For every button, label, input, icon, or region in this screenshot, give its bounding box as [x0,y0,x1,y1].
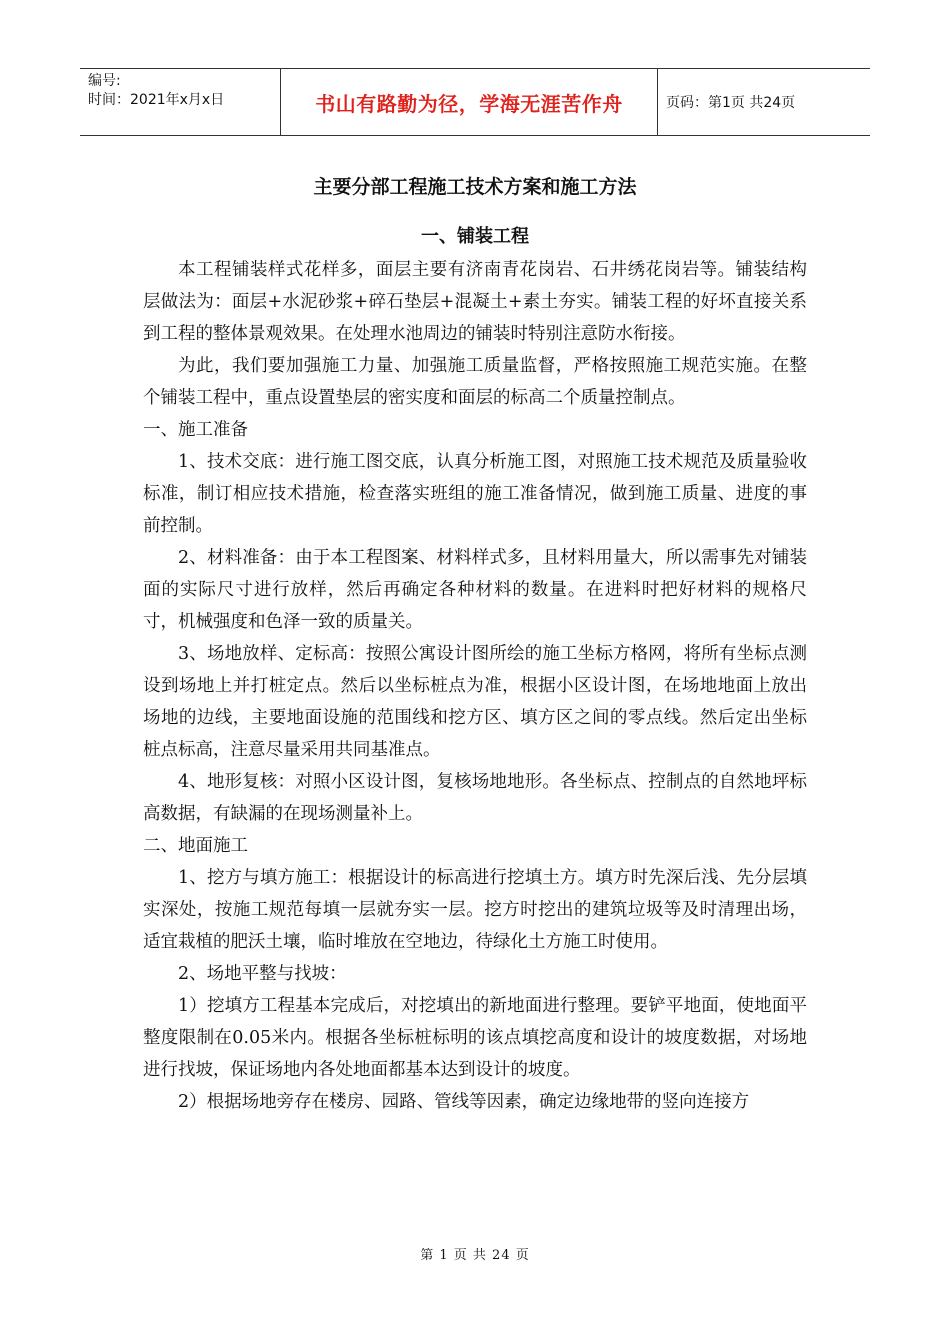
paragraph: 2、材料准备：由于本工程图案、材料样式多，且材料用量大，所以需事先对铺装面的实际尺寸进行放样，然后再确定各种材料的数量。在进料时把好材料的规格尺寸，机械强度和色泽一致的质量关。 [143,548,807,632]
subsection-heading: 二、地面施工 [143,836,248,856]
document-title: 主要分部工程施工技术方案和施工方法 [313,176,637,198]
section-title: 一、铺装工程 [421,226,529,247]
header-table [80,68,870,136]
paragraph: 2、场地平整与找坡： [178,964,347,984]
paragraph: 为此，我们要加强施工力量、加强施工质量监督，严格按照施工规范实施。在整个铺装工程中，重点设置垫层的密实度和面层的标高二个质量控制点。 [143,356,807,408]
paragraph: 本工程铺装样式花样多，面层主要有济南青花岗岩、石井绣花岗岩等。铺装结构层做法为：面层+水泥砂浆+碎石垫层+混凝土+素土夯实。铺装工程的好坏直接关系到工程的整体景观效果。在处理水池周边的铺装时特别注意防水衔接。 [143,260,807,344]
number-label: 编号: [88,73,121,89]
header-left-cell [80,69,280,135]
paragraph: 3、场地放样、定标高：按照公寓设计图所绘的施工坐标方格网，将所有坐标点测设到场地上并打桩定点。然后以坐标桩点为准，根据小区设计图，在场地地面上放出场地的边线，主要地面设施的范围线和挖方区、填方区之间的零点线。然后定出坐标桩点标高，注意尽量采用共同基准点。 [143,644,807,760]
paragraph: 1、挖方与填方施工：根据设计的标高进行挖填土方。填方时先深后浅、先分层填实深处，按施工规范每填一层就夯实一层。挖方时挖出的建筑垃圾等及时清理出场，适宜栽植的肥沃土壤，临时堆放在空地边，待绿化土方施工时使用。 [143,868,807,952]
body-text [143,254,807,1118]
subsection-heading: 一、施工准备 [143,420,248,440]
page-footer: 第 1 页 共 24 页 [420,1248,530,1263]
paragraph: 4、地形复核：对照小区设计图，复核场地地形。各坐标点、控制点的自然地坪标高数据，有缺漏的在现场测量补上。 [143,772,807,824]
paragraph: 1）挖填方工程基本完成后，对挖填出的新地面进行整理。要铲平地面，使地面平整度限制在0.05米内。根据各坐标桩标明的该点填挖高度和设计的坡度数据，对场地进行找坡，保证场地内各处地面都基本达到设计的坡度。 [143,996,807,1080]
header-motto: 书山有路勤为径，学海无涯苦作舟 [280,69,658,135]
header-page-label: 页码：第1页 共24页 [666,95,796,111]
paragraph: 1、技术交底：进行施工图交底，认真分析施工图，对照施工技术规范及质量验收标准，制订相应技术措施，检查落实班组的施工准备情况，做到施工质量、进度的事前控制。 [143,452,807,536]
paragraph: 2）根据场地旁存在楼房、园路、管线等因素，确定边缘地带的竖向连接方 [178,1092,750,1112]
date-label: 时间：2021年x月x日 [88,92,225,108]
